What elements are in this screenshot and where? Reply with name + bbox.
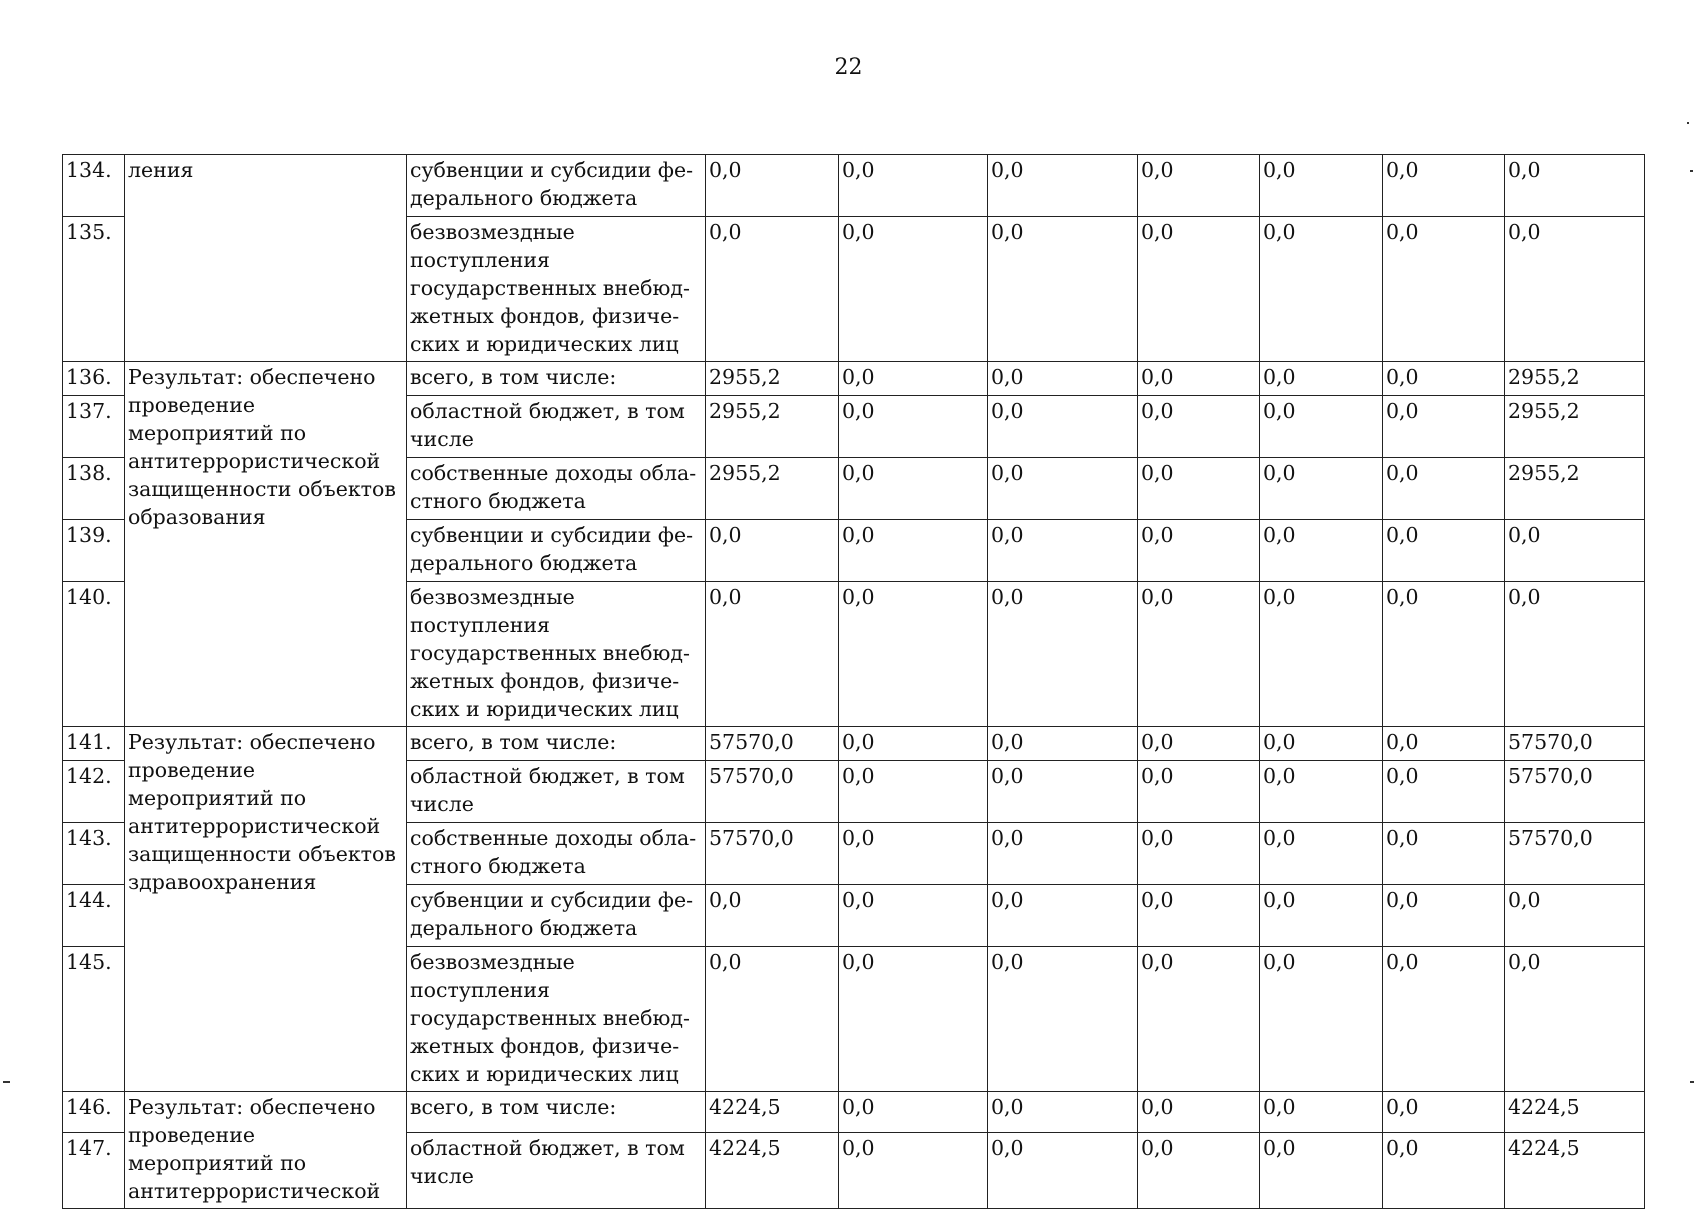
result-name: Результат: обеспечено проведение мероприятий по антитеррористической защищенности объектов образования xyxy=(125,362,407,727)
value-cell: 0,0 xyxy=(1260,396,1383,458)
value-cell: 0,0 xyxy=(839,217,988,362)
row-number: 139. xyxy=(63,520,125,582)
funding-source: областной бюджет, в том числе xyxy=(407,1133,706,1209)
result-name: Результат: обеспечено проведение мероприятий по антитеррористической защищенности объектов здравоохранения xyxy=(125,727,407,1092)
value-cell: 0,0 xyxy=(1138,885,1260,947)
scan-mark xyxy=(1687,122,1689,124)
funding-source: собственные доходы обла-стного бюджета xyxy=(407,823,706,885)
value-cell: 0,0 xyxy=(988,155,1138,217)
value-cell: 0,0 xyxy=(839,396,988,458)
value-cell: 0,0 xyxy=(1260,520,1383,582)
value-cell: 0,0 xyxy=(988,1092,1138,1133)
value-cell: 0,0 xyxy=(706,885,839,947)
value-cell: 0,0 xyxy=(1260,362,1383,396)
funding-source: безвозмездные поступления государственных внебюд-жетных фондов, физиче-ских и юридических лиц xyxy=(407,217,706,362)
value-cell: 0,0 xyxy=(706,520,839,582)
value-cell: 0,0 xyxy=(1505,582,1645,727)
value-cell: 57570,0 xyxy=(706,727,839,761)
value-cell: 0,0 xyxy=(1505,155,1645,217)
value-cell: 0,0 xyxy=(1260,155,1383,217)
value-cell: 4224,5 xyxy=(1505,1133,1645,1209)
value-cell: 0,0 xyxy=(988,362,1138,396)
value-cell: 0,0 xyxy=(988,1133,1138,1209)
row-number: 141. xyxy=(63,727,125,761)
row-number: 137. xyxy=(63,396,125,458)
value-cell: 0,0 xyxy=(839,727,988,761)
value-cell: 0,0 xyxy=(1383,362,1505,396)
value-cell: 0,0 xyxy=(988,582,1138,727)
funding-source: всего, в том числе: xyxy=(407,362,706,396)
value-cell: 0,0 xyxy=(1383,1133,1505,1209)
value-cell: 0,0 xyxy=(988,458,1138,520)
value-cell: 57570,0 xyxy=(706,823,839,885)
value-cell: 0,0 xyxy=(1505,947,1645,1092)
value-cell: 0,0 xyxy=(1260,823,1383,885)
value-cell: 0,0 xyxy=(839,458,988,520)
value-cell: 0,0 xyxy=(1260,582,1383,727)
row-number: 142. xyxy=(63,761,125,823)
value-cell: 0,0 xyxy=(1138,1092,1260,1133)
row-number: 147. xyxy=(63,1133,125,1209)
value-cell: 0,0 xyxy=(1383,885,1505,947)
value-cell: 0,0 xyxy=(1383,217,1505,362)
value-cell: 0,0 xyxy=(1383,823,1505,885)
value-cell: 0,0 xyxy=(1260,947,1383,1092)
value-cell: 0,0 xyxy=(1138,520,1260,582)
value-cell: 0,0 xyxy=(1383,1092,1505,1133)
value-cell: 0,0 xyxy=(1138,458,1260,520)
result-name: ления xyxy=(125,155,407,362)
value-cell: 0,0 xyxy=(988,947,1138,1092)
value-cell: 0,0 xyxy=(1383,727,1505,761)
value-cell: 0,0 xyxy=(839,823,988,885)
value-cell: 0,0 xyxy=(706,582,839,727)
value-cell: 0,0 xyxy=(1260,1133,1383,1209)
row-number: 145. xyxy=(63,947,125,1092)
value-cell: 0,0 xyxy=(839,1092,988,1133)
row-number: 140. xyxy=(63,582,125,727)
value-cell: 0,0 xyxy=(1383,947,1505,1092)
value-cell: 0,0 xyxy=(1138,217,1260,362)
table-row xyxy=(63,362,1645,396)
value-cell: 2955,2 xyxy=(706,362,839,396)
row-number: 136. xyxy=(63,362,125,396)
value-cell: 57570,0 xyxy=(1505,761,1645,823)
value-cell: 0,0 xyxy=(988,727,1138,761)
value-cell: 0,0 xyxy=(839,520,988,582)
value-cell: 0,0 xyxy=(1138,396,1260,458)
value-cell: 0,0 xyxy=(839,362,988,396)
row-number: 146. xyxy=(63,1092,125,1133)
result-name: Результат: обеспечено проведение мероприятий по антитеррористической xyxy=(125,1092,407,1209)
value-cell: 0,0 xyxy=(839,761,988,823)
value-cell: 0,0 xyxy=(839,1133,988,1209)
value-cell: 2955,2 xyxy=(1505,362,1645,396)
value-cell: 0,0 xyxy=(1138,727,1260,761)
value-cell: 0,0 xyxy=(706,155,839,217)
value-cell: 0,0 xyxy=(839,885,988,947)
value-cell: 0,0 xyxy=(1383,155,1505,217)
value-cell: 0,0 xyxy=(1138,1133,1260,1209)
value-cell: 0,0 xyxy=(1138,947,1260,1092)
value-cell: 0,0 xyxy=(1383,396,1505,458)
funding-source: субвенции и субсидии фе-дерального бюджета xyxy=(407,520,706,582)
value-cell: 0,0 xyxy=(1138,582,1260,727)
value-cell: 0,0 xyxy=(988,885,1138,947)
scan-mark xyxy=(1690,170,1693,172)
value-cell: 0,0 xyxy=(1383,520,1505,582)
value-cell: 0,0 xyxy=(988,823,1138,885)
value-cell: 4224,5 xyxy=(1505,1092,1645,1133)
budget-table xyxy=(62,154,1645,1209)
value-cell: 0,0 xyxy=(839,947,988,1092)
row-number: 134. xyxy=(63,155,125,217)
funding-source: областной бюджет, в том числе xyxy=(407,761,706,823)
value-cell: 0,0 xyxy=(706,217,839,362)
value-cell: 0,0 xyxy=(1138,155,1260,217)
value-cell: 0,0 xyxy=(1505,885,1645,947)
value-cell: 0,0 xyxy=(839,582,988,727)
value-cell: 57570,0 xyxy=(1505,823,1645,885)
value-cell: 4224,5 xyxy=(706,1133,839,1209)
value-cell: 0,0 xyxy=(988,761,1138,823)
table-row xyxy=(63,727,1645,761)
value-cell: 0,0 xyxy=(1260,885,1383,947)
value-cell: 0,0 xyxy=(988,217,1138,362)
row-number: 144. xyxy=(63,885,125,947)
row-number: 138. xyxy=(63,458,125,520)
value-cell: 57570,0 xyxy=(1505,727,1645,761)
value-cell: 0,0 xyxy=(1260,1092,1383,1133)
value-cell: 0,0 xyxy=(1138,362,1260,396)
value-cell: 57570,0 xyxy=(706,761,839,823)
value-cell: 0,0 xyxy=(839,155,988,217)
value-cell: 2955,2 xyxy=(706,396,839,458)
table-row xyxy=(63,155,1645,217)
value-cell: 0,0 xyxy=(1260,217,1383,362)
funding-source: безвозмездные поступления государственных внебюд-жетных фондов, физиче-ских и юридических лиц xyxy=(407,582,706,727)
value-cell: 0,0 xyxy=(1383,582,1505,727)
funding-source: всего, в том числе: xyxy=(407,727,706,761)
scan-mark xyxy=(1690,1081,1694,1083)
value-cell: 0,0 xyxy=(988,396,1138,458)
value-cell: 0,0 xyxy=(1138,761,1260,823)
funding-source: безвозмездные поступления государственных внебюд-жетных фондов, физиче-ских и юридических лиц xyxy=(407,947,706,1092)
value-cell: 0,0 xyxy=(1383,458,1505,520)
value-cell: 0,0 xyxy=(1505,520,1645,582)
row-number: 143. xyxy=(63,823,125,885)
table-body xyxy=(63,155,1645,1209)
value-cell: 0,0 xyxy=(988,520,1138,582)
funding-source: субвенции и субсидии фе-дерального бюджета xyxy=(407,885,706,947)
page-number: 22 xyxy=(834,55,863,80)
table-row xyxy=(63,1092,1645,1133)
scan-mark xyxy=(3,1081,10,1083)
value-cell: 0,0 xyxy=(1505,217,1645,362)
value-cell: 0,0 xyxy=(706,947,839,1092)
value-cell: 2955,2 xyxy=(1505,458,1645,520)
value-cell: 2955,2 xyxy=(706,458,839,520)
value-cell: 2955,2 xyxy=(1505,396,1645,458)
value-cell: 4224,5 xyxy=(706,1092,839,1133)
value-cell: 0,0 xyxy=(1260,458,1383,520)
funding-source: собственные доходы обла-стного бюджета xyxy=(407,458,706,520)
row-number: 135. xyxy=(63,217,125,362)
value-cell: 0,0 xyxy=(1383,761,1505,823)
funding-source: субвенции и субсидии фе-дерального бюджета xyxy=(407,155,706,217)
value-cell: 0,0 xyxy=(1260,761,1383,823)
value-cell: 0,0 xyxy=(1260,727,1383,761)
funding-source: всего, в том числе: xyxy=(407,1092,706,1133)
value-cell: 0,0 xyxy=(1138,823,1260,885)
funding-source: областной бюджет, в том числе xyxy=(407,396,706,458)
